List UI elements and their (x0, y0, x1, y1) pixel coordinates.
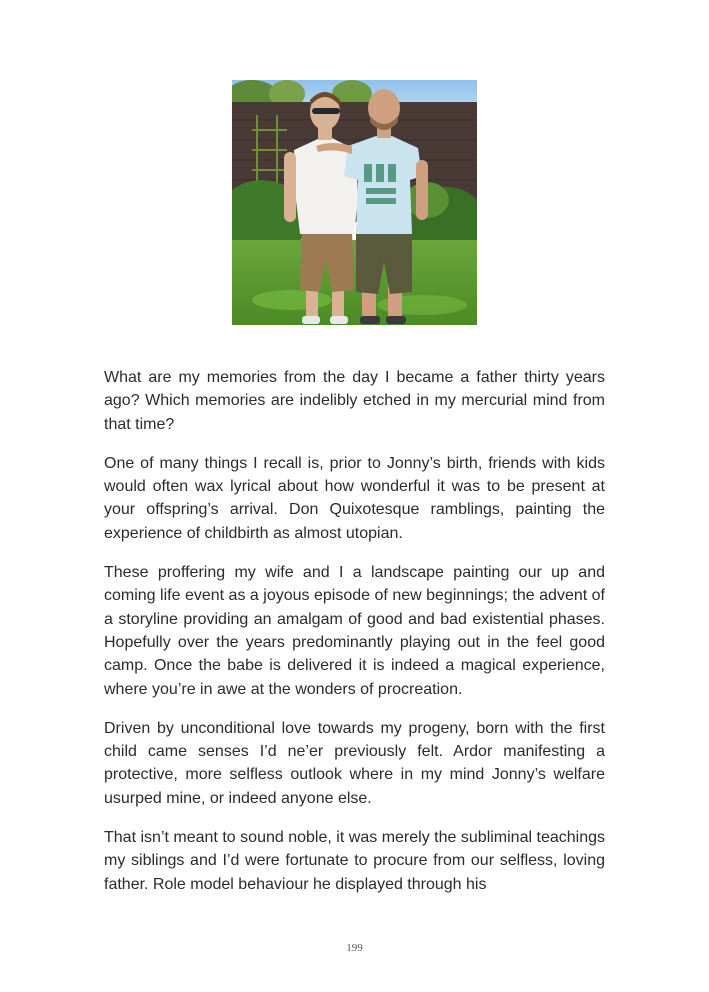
paragraph-3: These proffering my wife and I a landscape painting our up and coming life event as a joyous episode of new beginnings; the advent of a storyline providing an amalgam of good and bad existential phases. Hopefully over the years predominantly playing out in the feel good camp. Once the babe is delivered it is indeed a magical experience, where you’re in awe at the wonders of procreation. (104, 564, 605, 698)
garden-photo-illustration (232, 80, 477, 325)
paragraph-2: One of many things I recall is, prior to Jonny’s birth, friends with kids would often wax lyrical about how wonderful it was to be present at your offspring’s arrival. Don Quixotesque ramblings, painting the experience of childbirth as almost utopian. (104, 454, 605, 542)
body-text (104, 366, 605, 912)
paragraph-1: What are my memories from the day I became a father thirty years ago? Which memories are indelibly etched in my mercurial mind from that time? (104, 369, 605, 433)
paragraph-5: That isn’t meant to sound noble, it was merely the subliminal teachings my siblings and I’d were fortunate to procure from our selfless, loving father. Role model behaviour he displayed through his (104, 829, 605, 893)
paragraph-4: Driven by unconditional love towards my progeny, born with the first child came senses I’d ne’er previously felt. Ardor manifesting a protective, more selfless outlook where in my mind Jonny’s welfare usurped mine, or indeed anyone else. (104, 719, 605, 807)
photo-two-men-in-garden (232, 80, 477, 325)
page-number: 199 (346, 942, 363, 954)
